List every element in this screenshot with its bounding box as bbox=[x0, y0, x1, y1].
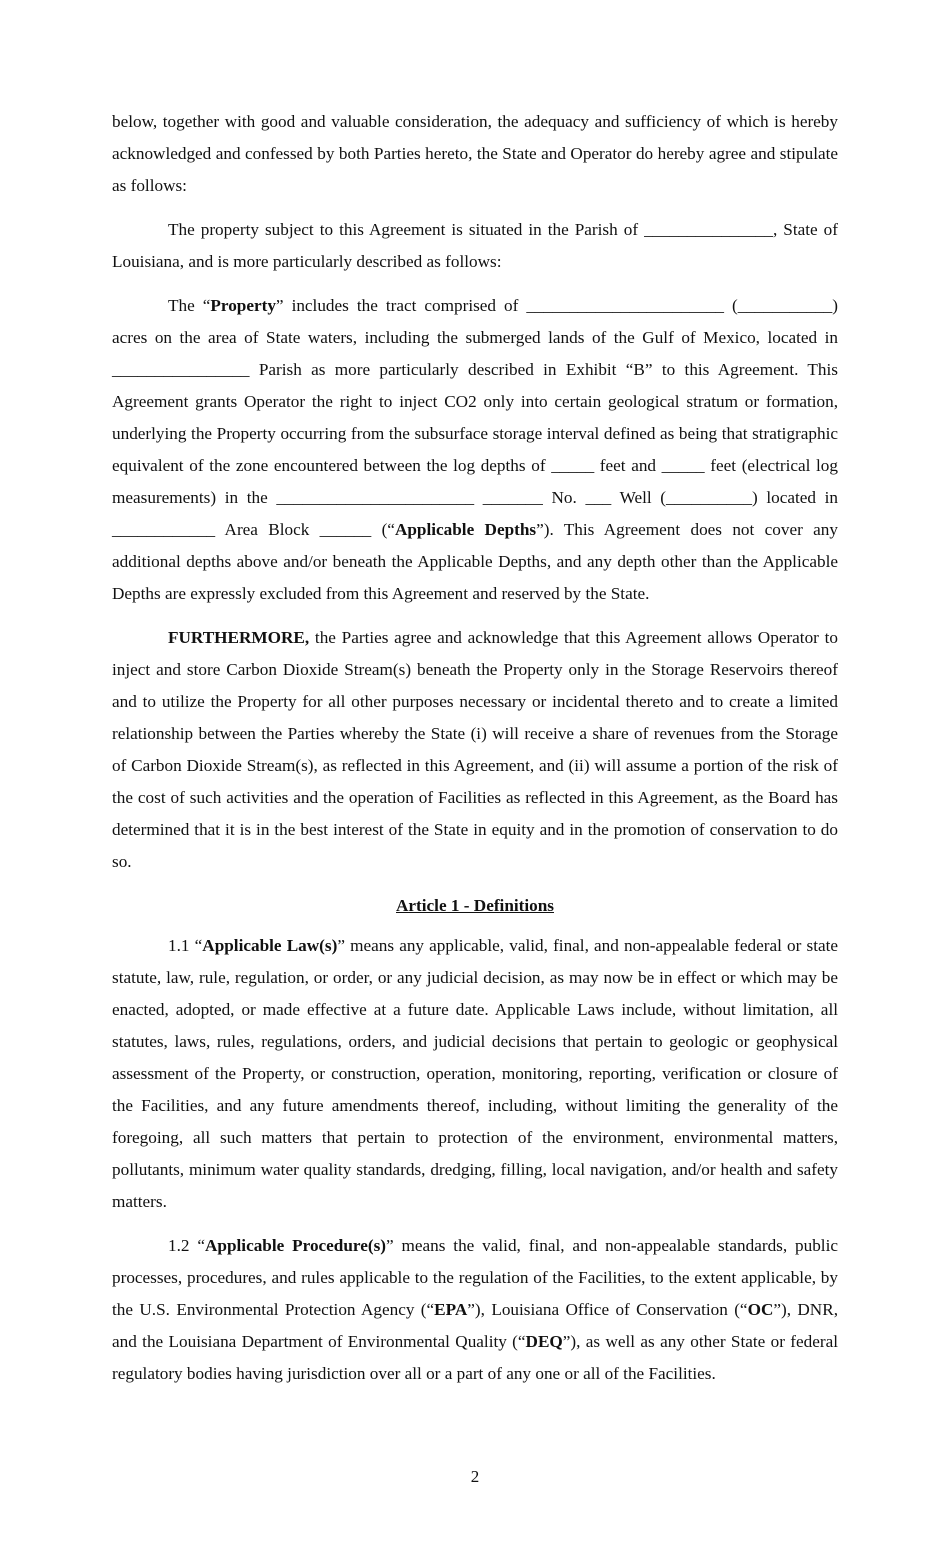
article-heading: Article 1 - Definitions bbox=[396, 896, 554, 915]
defined-term-epa: EPA bbox=[434, 1300, 468, 1319]
defined-term-oc: OC bbox=[747, 1300, 774, 1319]
text-segment: 1.1 “ bbox=[168, 936, 203, 955]
document-page bbox=[112, 106, 838, 1402]
furthermore-lead: FURTHERMORE, bbox=[168, 628, 310, 647]
text-segment: ” means the valid, final, and non-appealable standards, public processes, procedures, and rules applicable to the regulation of the Facilities, to the extent applicable, by the U.S. Environmental Protection Agency (“ bbox=[112, 1236, 838, 1319]
text-segment: 1.2 “ bbox=[168, 1236, 205, 1255]
paragraph-parish-location: The property subject to this Agreement is situated in the Parish of _______________, State of Louisiana, and is more particularly described as follows: bbox=[112, 220, 838, 271]
text-segment: ”). This Agreement does not cover any additional depths above and/or beneath the Applicable Depths, and any depth other than the Applicable Depths are expressly excluded from this Agreement and reserved by the State. bbox=[112, 520, 838, 603]
defined-term-property: Property bbox=[210, 296, 276, 315]
text-segment: ”), as well as any other State or federal regulatory bodies having jurisdiction over all or a part of any one or all of the Facilities. bbox=[112, 1332, 838, 1383]
text-segment: the Parties agree and acknowledge that this Agreement allows Operator to inject and store Carbon Dioxide Stream(s) beneath the Property only in the Storage Reservoirs thereof and to utilize the Property for all other purposes necessary or incidental thereto and to create a limited relationship between the Parties whereby the State (i) will receive a share of revenues from the Storage of Carbon Dioxide Stream(s), as reflected in this Agreement, and (ii) will assume a portion of the risk of the cost of such activities and the operation of Facilities as reflected in this Agreement, as the Board has determined that it is in the best interest of the State in equity and in the promotion of conservation to do so. bbox=[112, 628, 838, 871]
text-segment: The “ bbox=[168, 296, 211, 315]
defined-term-deq: DEQ bbox=[525, 1332, 563, 1351]
paragraph-property-description bbox=[112, 290, 838, 610]
paragraph-consideration: below, together with good and valuable consideration, the adequacy and sufficiency of which is hereby acknowledged and confessed by both Parties hereto, the State and Operator do hereby agree and stipulate as follows: bbox=[112, 112, 838, 195]
text-segment: ”), DNR, and the Louisiana Department of Environmental Quality (“ bbox=[112, 1300, 838, 1351]
defined-term-applicable-depths: Applicable Depths bbox=[394, 520, 537, 539]
text-segment: ” means any applicable, valid, final, and non-appealable federal or state statute, law, rule, regulation, or order, or any judicial decision, as may now be in effect or which may be enacted, adopted, or made effective at a future date. Applicable Laws include, without limitation, all statutes, laws, rules, regulations, orders, and judicial decisions that pertain to geologic or geophysical assessment of the Property, or construction, operation, monitoring, reporting, verification or closure of the Facilities, and any future amendments thereof, including, without limiting the generality of the foregoing, all such matters that pertain to protection of the environment, environmental matters, pollutants, minimum water quality standards, dredging, filling, local navigation, and/or health and safety matters. bbox=[112, 936, 838, 1211]
text-segment: ” includes the tract comprised of _______________________ (___________) acres on the area of State waters, including the submerged lands of the Gulf of Mexico, located in ________________ Parish as more particularly described in Exhibit “B” to this Agreement. This Agreement grants Operator the right to inject CO2 only into certain geological stratum or formation, underlying the Property occurring from the subsurface storage interval defined as being that stratigraphic equivalent of the zone encountered between the log depths of _____ feet and _____ feet (electrical log measurements) in the _______________________ _______ No. ___ Well (__________) located in ____________ Area Block ______ (“ bbox=[112, 296, 838, 539]
definition-applicable-laws bbox=[112, 930, 838, 1218]
text-segment: ”), Louisiana Office of Conservation (“ bbox=[467, 1300, 748, 1319]
page-number: 2 bbox=[470, 1467, 480, 1486]
definition-applicable-procedures bbox=[112, 1230, 838, 1390]
defined-term-applicable-laws: Applicable Law(s) bbox=[202, 936, 338, 955]
defined-term-applicable-procedures: Applicable Procedure(s) bbox=[205, 1236, 387, 1255]
paragraph-furthermore bbox=[112, 622, 838, 878]
